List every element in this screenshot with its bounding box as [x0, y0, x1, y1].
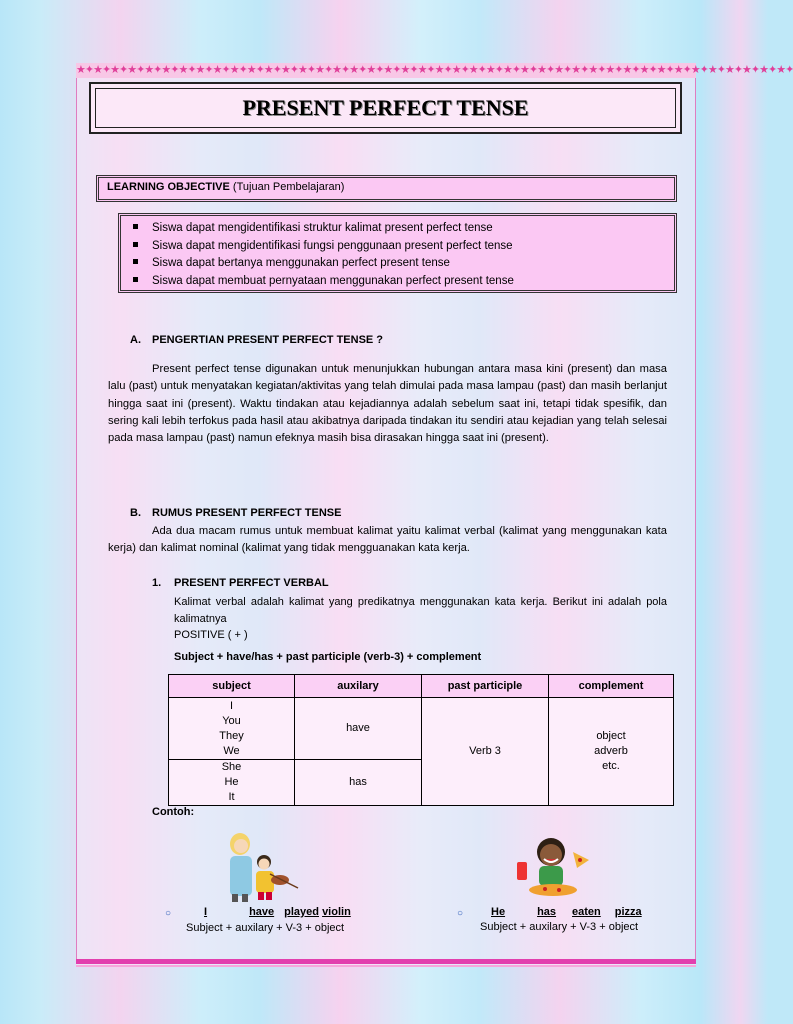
page-title: PRESENT PERFECT TENSE: [242, 95, 529, 120]
star-border-decoration: ★✦★✦★✦★✦★✦★✦★✦★✦★✦★✦★✦★✦★✦★✦★✦★✦★✦★✦★✦★✦★✦★✦★✦★✦★✦★✦★✦★✦★✦★✦★✦★✦★✦★✦★✦★✦★✦★✦★✦★✦★✦★✦: [76, 64, 793, 76]
example-pattern-1: Subject + auxilary + V-3 + object: [186, 922, 345, 934]
table-header: auxilary: [295, 675, 422, 698]
formula-table: [168, 674, 674, 806]
example-sentence-2: He has eaten pizza: [491, 906, 642, 918]
right-border-line: [695, 78, 696, 962]
positive-label: POSITIVE ( + ): [174, 629, 248, 641]
list-item: Siswa dapat mengidentifikasi fungsi penggunaan present perfect tense: [129, 238, 666, 256]
table-header: complement: [549, 675, 674, 698]
objective-list: [118, 213, 677, 293]
section-a-heading: A. PENGERTIAN PRESENT PERFECT TENSE ?: [130, 334, 384, 346]
verbal-heading: 1. PRESENT PERFECT VERBAL: [152, 577, 329, 589]
table-cell-participle: Verb 3: [422, 698, 549, 806]
example-sentence-1: I have played violin: [204, 906, 351, 918]
formula-text: Subject + have/has + past participle (verb-3) + complement: [174, 651, 482, 663]
table-cell-subjects-have: I You They We: [169, 698, 295, 760]
table-header: past participle: [422, 675, 549, 698]
title-frame: [89, 82, 682, 134]
example-bullet: ○: [165, 908, 172, 919]
contoh-label: Contoh:: [152, 806, 195, 818]
table-cell-subjects-has: She He It: [169, 760, 295, 806]
example-pattern-2: Subject + auxilary + V-3 + object: [480, 921, 639, 933]
table-header: subject: [169, 675, 295, 698]
list-item: Siswa dapat membuat pernyataan menggunakan perfect present tense: [129, 273, 666, 291]
list-item: Siswa dapat bertanya menggunakan perfect present tense: [129, 255, 666, 273]
bottom-border: [76, 959, 696, 964]
learning-objective-heading: [96, 175, 677, 202]
table-cell-aux-have: have: [295, 698, 422, 760]
violin-illustration: [218, 830, 300, 902]
verbal-description: Kalimat verbal adalah kalimat yang predikatnya menggunakan kata kerja. Berikut ini adalah pola kalimatnya: [174, 596, 667, 625]
objective-heading-text: LEARNING OBJECTIVE: [107, 181, 230, 193]
section-a-paragraph: Present perfect tense digunakan untuk menunjukkan hubungan antara masa kini (present) dan masa lalu (past) untuk menyatakan kegiatan/aktivitas yang telah dimulai pada masa lampau (past) dan masih berlanjut hingga saat ini (present). Waktu tindakan atau kejadiannya adalah sebelum saat ini, tetapi tidak spesifik, dan sering kali lebih terfokus pada hasil atau akibatnya daripada tindakan itu sendiri atau kejadian yang telah selesai pada masa lampau (past) namun efeknya masih bisa dirasakan hingga saat ini (present).: [108, 363, 667, 445]
bottom-border-accent: [76, 965, 696, 967]
section-b-paragraph: Ada dua macam rumus untuk membuat kalimat yaitu kalimat verbal (kalimat yang menggunakan kata kerja) dan kalimat nominal (kalimat yang tidak mengguanakan kata kerja.: [108, 525, 667, 555]
section-b-heading: B. RUMUS PRESENT PERFECT TENSE: [130, 507, 342, 519]
pizza-illustration: [513, 834, 593, 900]
table-cell-aux-has: has: [295, 760, 422, 806]
objective-heading-paren: (Tujuan Pembelajaran): [232, 181, 345, 193]
list-item: Siswa dapat mengidentifikasi struktur kalimat present perfect tense: [129, 220, 666, 238]
example-bullet: ○: [457, 908, 464, 919]
table-cell-complement: object adverb etc.: [549, 698, 674, 806]
left-border-line: [76, 78, 77, 962]
